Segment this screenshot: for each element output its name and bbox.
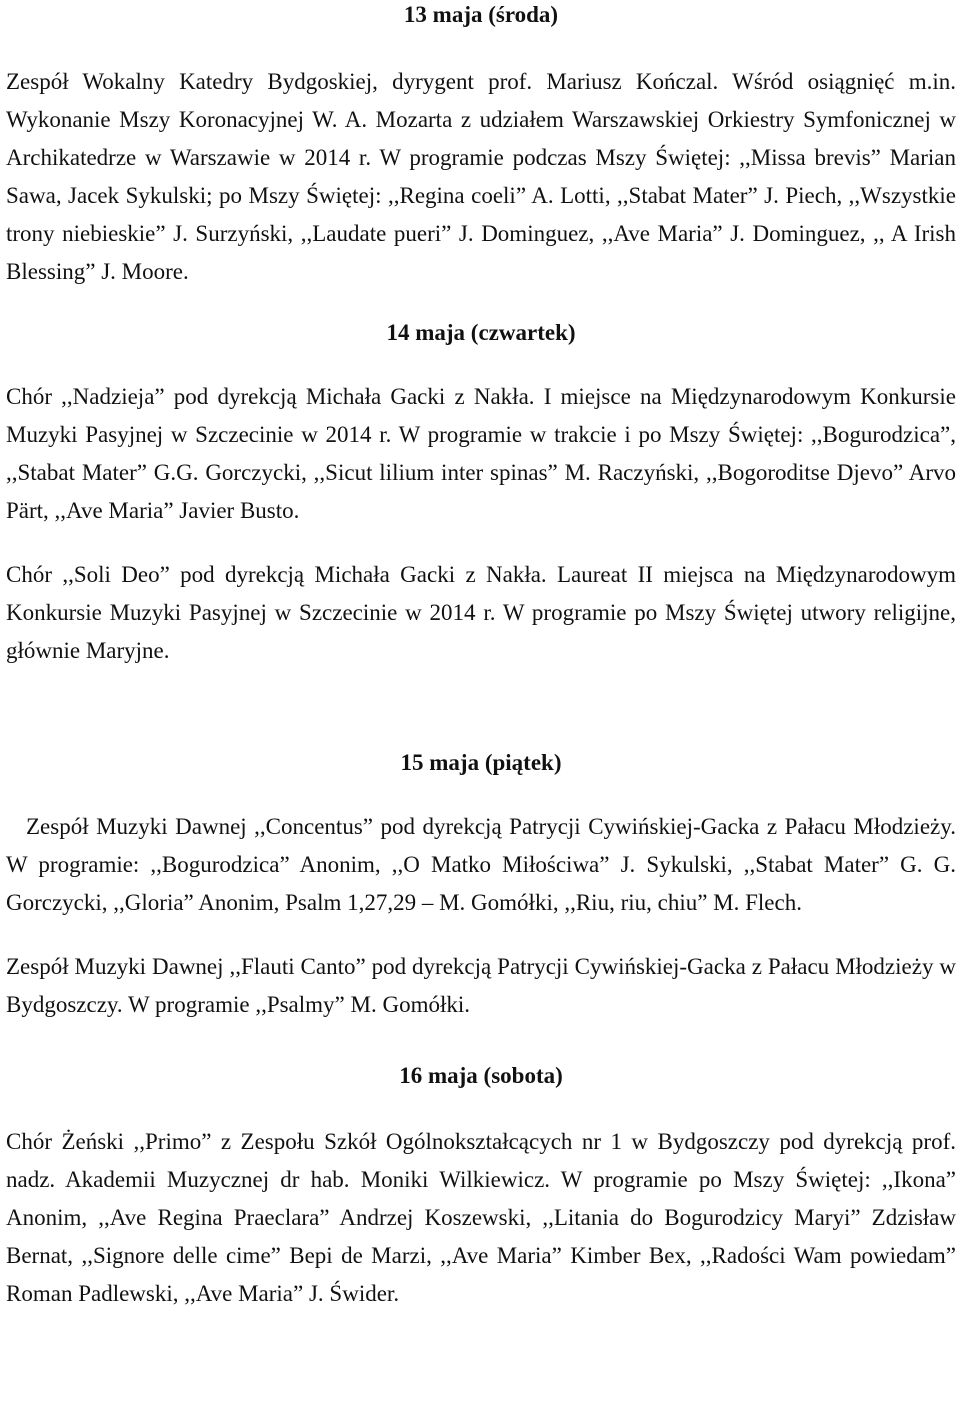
- document-page: [6, 0, 956, 1313]
- day-section-16-may: [6, 1061, 956, 1313]
- concert-paragraph: Chór ,,Nadzieja” pod dyrekcją Michała Gacki z Nakła. I miejsce na Międzynarodowym Konkursie Muzyki Pasyjnej w Szczecinie w 2014 r. W programie w trakcie i po Mszy Świętej: ,,Bogurodzica”, ,,Stabat Mater” G.G. Gorczycki, ,,Sicut lilium inter spinas” M. Raczyński, ,,Bogoroditse Djevo” Arvo Pärt, ,,Ave Maria” Javier Busto.: [6, 384, 956, 523]
- day-section-14-may: [6, 318, 956, 670]
- day-heading: 14 maja (czwartek): [386, 320, 576, 345]
- concert-paragraph: Chór ,,Soli Deo” pod dyrekcją Michała Gacki z Nakła. Laureat II miejsca na Międzynarodowym Konkursie Muzyki Pasyjnej w Szczecinie w 2014 r. W programie po Mszy Świętej utwory religijne, głównie Maryjne.: [6, 562, 956, 663]
- day-section-15-may: [6, 748, 956, 1024]
- day-heading: 13 maja (środa): [403, 2, 559, 27]
- day-heading: 15 maja (piątek): [400, 750, 562, 775]
- day-section-13-may: [6, 0, 956, 291]
- concert-paragraph: Chór Żeński ,,Primo” z Zespołu Szkół Ogólnokształcących nr 1 w Bydgoszczy pod dyrekcją prof. nadz. Akademii Muzycznej dr hab. Moniki Wilkiewicz. W programie po Mszy Świętej: ,,Ikona” Anonim, ,,Ave Regina Praeclara” Andrzej Koszewski, ,,Litania do Bogurodzicy Maryi” Zdzisław Bernat, ,,Signore delle cime” Bepi de Marzi, ,,Ave Maria” Kimber Bex, ,,Radości Wam powiedam” Roman Padlewski, ,,Ave Maria” J. Świder.: [6, 1129, 956, 1306]
- concert-paragraph: Zespół Wokalny Katedry Bydgoskiej, dyrygent prof. Mariusz Kończal. Wśród osiągnięć m.in. Wykonanie Mszy Koronacyjnej W. A. Mozarta z udziałem Warszawskiej Orkiestry Symfonicznej w Archikatedrze w Warszawie w 2014 r. W programie podczas Mszy Świętej: ,,Missa brevis” Marian Sawa, Jacek Sykulski; po Mszy Świętej: ,,Regina coeli” A. Lotti, ,,Stabat Mater” J. Piech, ,,Wszystkie trony niebieskie” J. Surzyński, ,,Laudate pueri” J. Dominguez, ,,Ave Maria” J. Dominguez, ,, A Irish Blessing” J. Moore.: [6, 69, 956, 284]
- day-heading: 16 maja (sobota): [399, 1063, 563, 1088]
- concert-paragraph: Zespół Muzyki Dawnej ,,Flauti Canto” pod dyrekcją Patrycji Cywińskiej-Gacka z Pałacu Młodzieży w Bydgoszczy. W programie ,,Psalmy” M. Gomółki.: [6, 954, 956, 1017]
- concert-paragraph: Zespół Muzyki Dawnej ,,Concentus” pod dyrekcją Patrycji Cywińskiej-Gacka z Pałacu Młodzieży. W programie: ,,Bogurodzica” Anonim, ,,O Matko Miłościwa” J. Sykulski, ,,Stabat Mater” G. G. Gorczycki, ,,Gloria” Anonim, Psalm 1,27,29 – M. Gomółki, ,,Riu, riu, chiu” M. Flech.: [6, 814, 956, 915]
